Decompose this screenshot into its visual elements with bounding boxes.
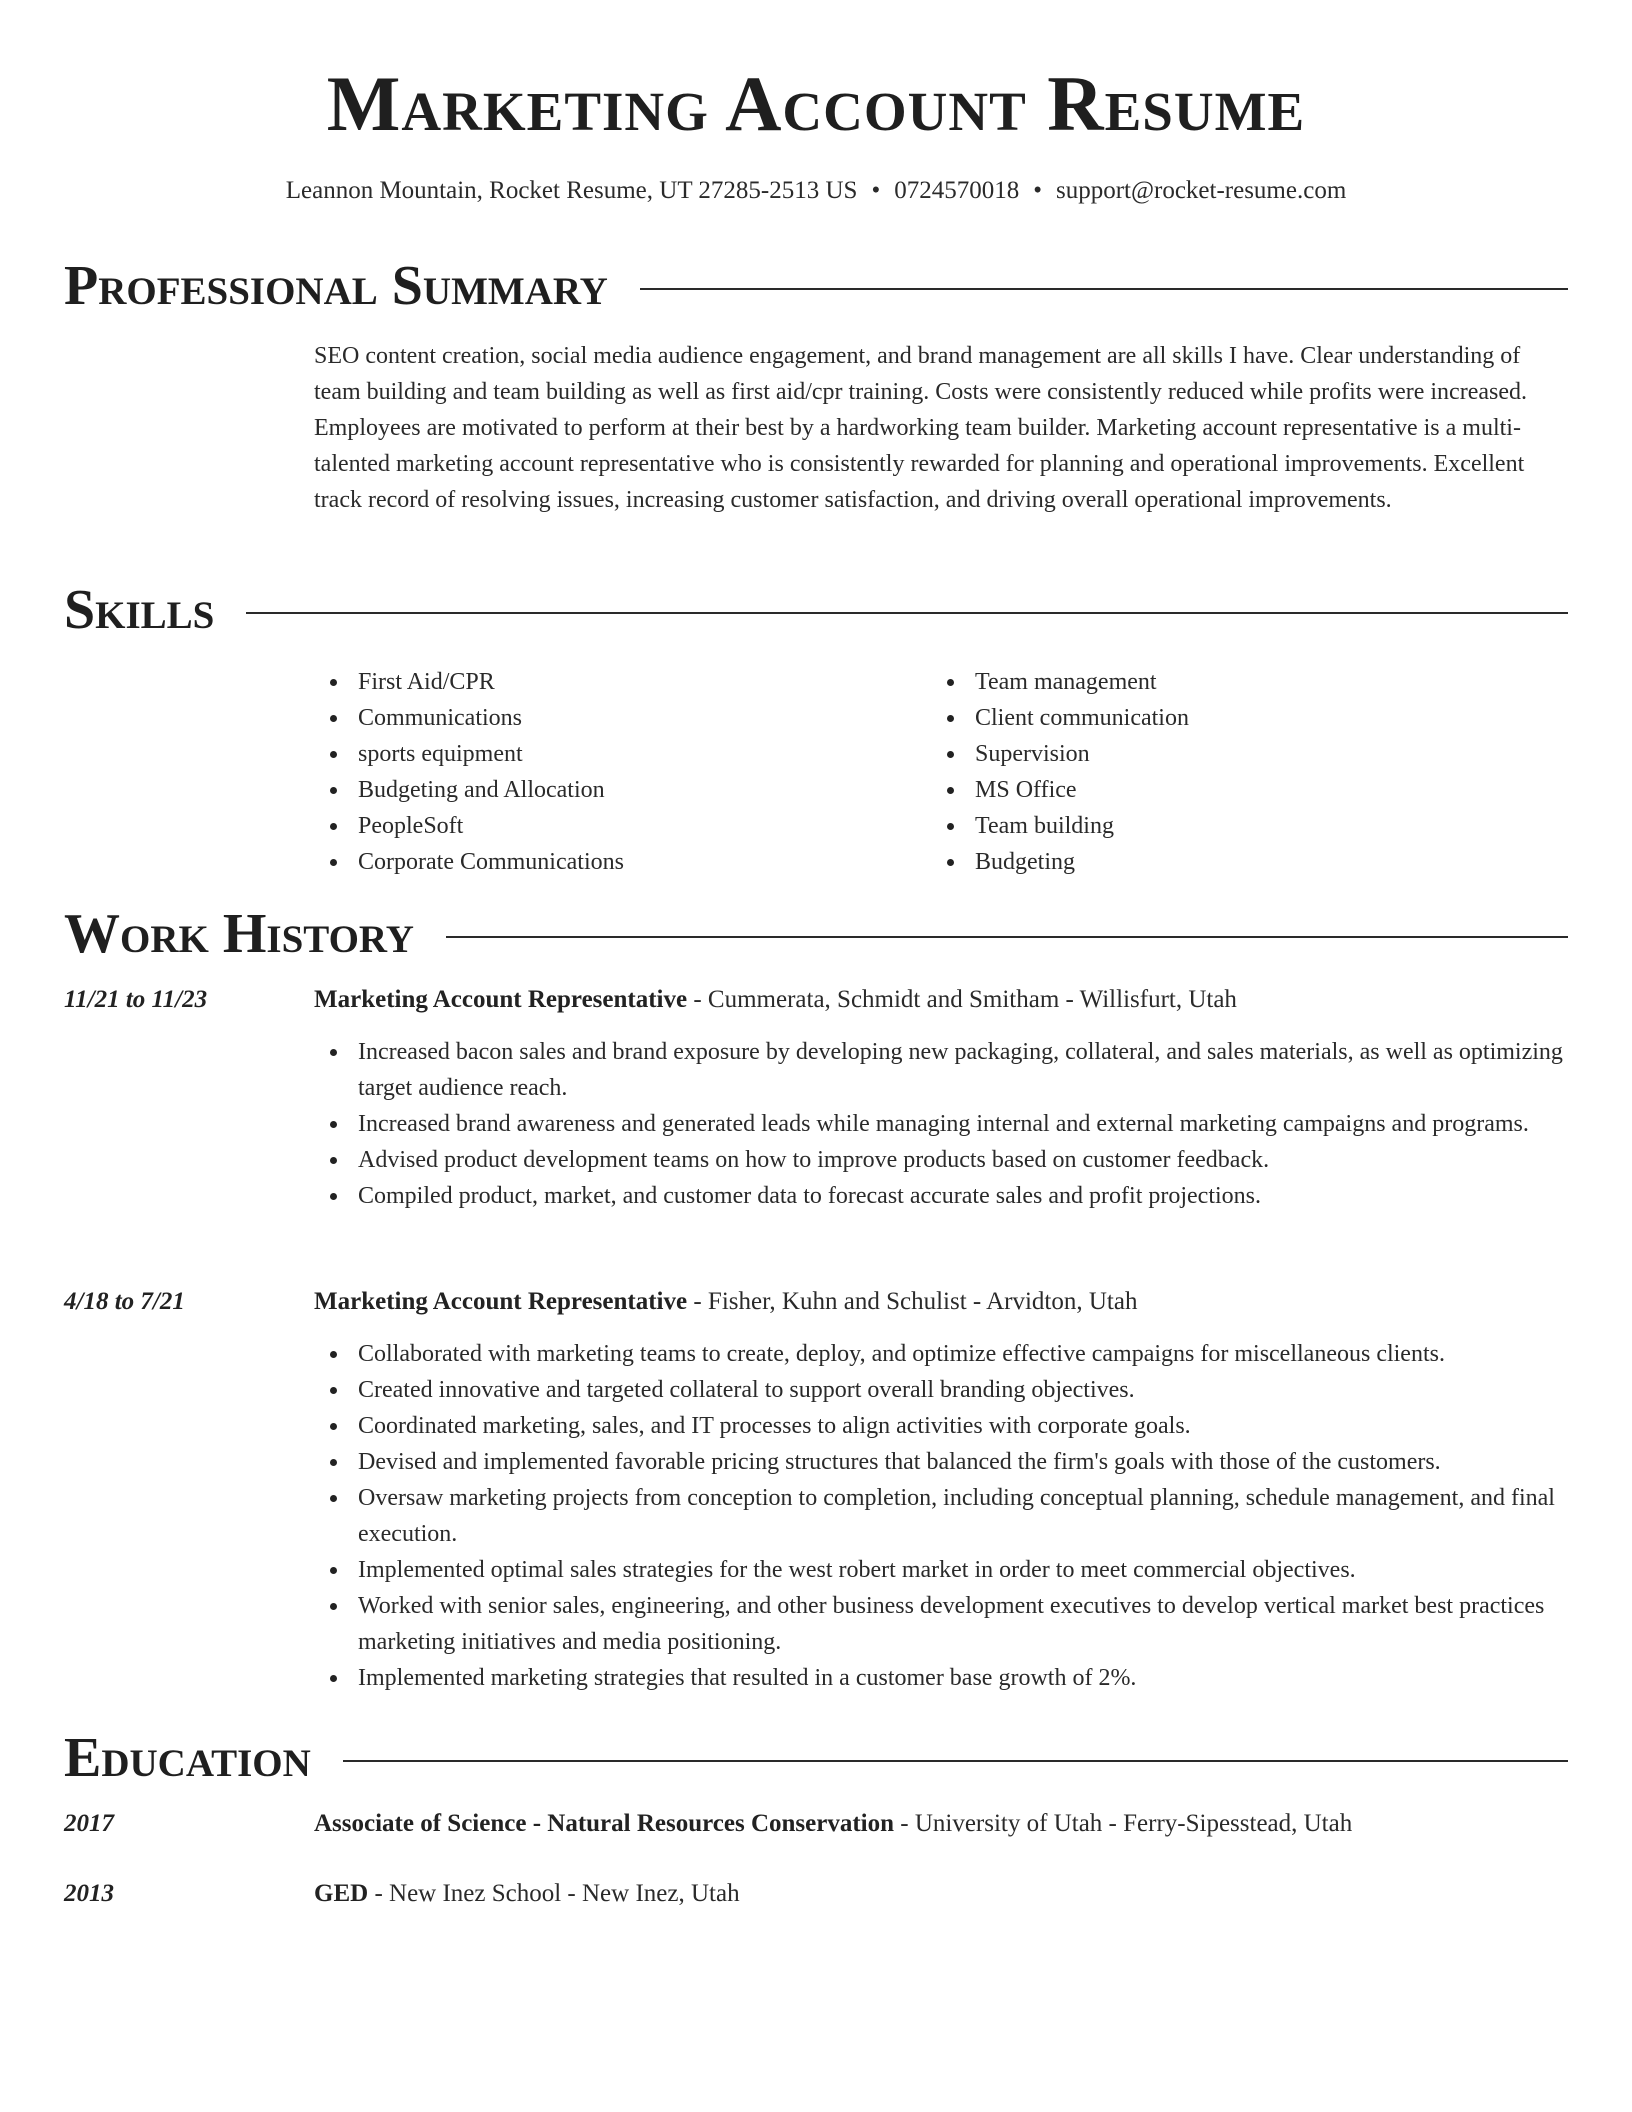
section-title-education: Education <box>64 1727 311 1789</box>
skills-section-header <box>64 578 1568 642</box>
job-employer: - Cummerata, Schmidt and Smitham - Willisfurt, Utah <box>687 986 1237 1013</box>
job-bullet: Oversaw marketing projects from conception to completion, including conceptual planning, schedule management, and final execution. <box>314 1480 1568 1552</box>
education-entry <box>64 1806 1568 1842</box>
section-divider <box>640 288 1568 290</box>
skill-item: Communications <box>314 700 931 736</box>
education-line <box>314 1876 1568 1912</box>
skill-item: Team building <box>931 808 1548 844</box>
job-bullet: Worked with senior sales, engineering, and other business development executives to develop vertical market best practices marketing initiatives and media positioning. <box>314 1588 1568 1660</box>
job-bullet: Coordinated marketing, sales, and IT processes to align activities with corporate goals. <box>314 1408 1568 1444</box>
education-degree: GED <box>314 1880 369 1907</box>
skills-column-right <box>931 664 1548 880</box>
education-degree: Associate of Science - Natural Resources Conservation <box>314 1810 894 1837</box>
section-divider <box>246 612 1568 614</box>
job-bullets <box>314 1336 1568 1696</box>
summary-text: SEO content creation, social media audience engagement, and brand management are all skills I have. Clear understanding of team building and team building as well as first aid/cpr training. Costs were consistently reduced while profits were increased. Employees are motivated to perform at their best by a hardworking team builder. Marketing account representative is a multi-talented marketing account representative who is consistently rewarded for planning and operational improvements. Excellent track record of resolving issues, increasing customer satisfaction, and driving overall operational improvements. <box>314 343 1527 513</box>
section-title-summary: Professional Summary <box>64 255 608 317</box>
contact-separator: • <box>871 177 881 204</box>
job-role: Marketing Account Representative <box>314 986 688 1013</box>
resume-title: Marketing Account Resume <box>326 60 1306 147</box>
job-bullet: Compiled product, market, and customer data to forecast accurate sales and profit projections. <box>314 1178 1568 1214</box>
phone: 0724570018 <box>894 177 1020 204</box>
skills-list <box>314 664 1568 880</box>
education-entry <box>64 1876 1568 1912</box>
section-title-work: Work History <box>64 903 414 965</box>
skill-item: MS Office <box>931 772 1548 808</box>
skills-column-left <box>314 664 931 880</box>
job-title-line <box>314 982 1568 1018</box>
job-bullet: Increased brand awareness and generated leads while managing internal and external marketing campaigns and programs. <box>314 1106 1568 1142</box>
work-section-header <box>64 902 1568 966</box>
skill-item: Team management <box>931 664 1548 700</box>
section-title-skills: Skills <box>64 579 215 641</box>
education-section-header <box>64 1726 1568 1790</box>
job-bullet: Increased bacon sales and brand exposure by developing new packaging, collateral, and sales materials, as well as optimizing target audience reach. <box>314 1034 1568 1106</box>
section-divider <box>446 936 1568 938</box>
skill-item: Corporate Communications <box>314 844 931 880</box>
email: support@rocket-resume.com <box>1055 177 1347 204</box>
job-role: Marketing Account Representative <box>314 1288 688 1315</box>
job-bullet: Devised and implemented favorable pricing structures that balanced the firm's goals with those of the customers. <box>314 1444 1568 1480</box>
education-year: 2017 <box>64 1810 114 1837</box>
job-employer: - Fisher, Kuhn and Schulist - Arvidton, Utah <box>687 1288 1138 1315</box>
skill-item: Client communication <box>931 700 1548 736</box>
skill-item: PeopleSoft <box>314 808 931 844</box>
job-bullet: Advised product development teams on how to improve products based on customer feedback. <box>314 1142 1568 1178</box>
skill-item: First Aid/CPR <box>314 664 931 700</box>
job-bullet: Created innovative and targeted collateral to support overall branding objectives. <box>314 1372 1568 1408</box>
job-bullet: Implemented marketing strategies that resulted in a customer base growth of 2%. <box>314 1660 1568 1696</box>
education-year: 2013 <box>64 1880 114 1907</box>
job-dates: 4/18 to 7/21 <box>64 1288 185 1315</box>
education-school: - University of Utah - Ferry-Sipesstead, Utah <box>894 1810 1353 1837</box>
job-bullets <box>314 1034 1568 1214</box>
job-entry-header <box>64 1284 1568 1320</box>
job-bullet: Collaborated with marketing teams to create, deploy, and optimize effective campaigns for miscellaneous clients. <box>314 1336 1568 1372</box>
job-dates: 11/21 to 11/23 <box>64 986 208 1013</box>
summary-section-header <box>64 254 1568 318</box>
job-title-line <box>314 1284 1568 1320</box>
skill-item: sports equipment <box>314 736 931 772</box>
education-school: - New Inez School - New Inez, Utah <box>368 1880 740 1907</box>
skill-item: Budgeting and Allocation <box>314 772 931 808</box>
contact-separator: • <box>1033 177 1042 204</box>
job-bullet: Implemented optimal sales strategies for the west robert market in order to meet commercial objectives. <box>314 1552 1568 1588</box>
address: Leannon Mountain, Rocket Resume, UT 27285-2513 US <box>285 177 858 204</box>
contact-line <box>0 174 1632 208</box>
job-entry-header <box>64 982 1568 1018</box>
section-divider <box>343 1760 1568 1762</box>
skill-item: Budgeting <box>931 844 1548 880</box>
education-line <box>314 1806 1568 1842</box>
skill-item: Supervision <box>931 736 1548 772</box>
